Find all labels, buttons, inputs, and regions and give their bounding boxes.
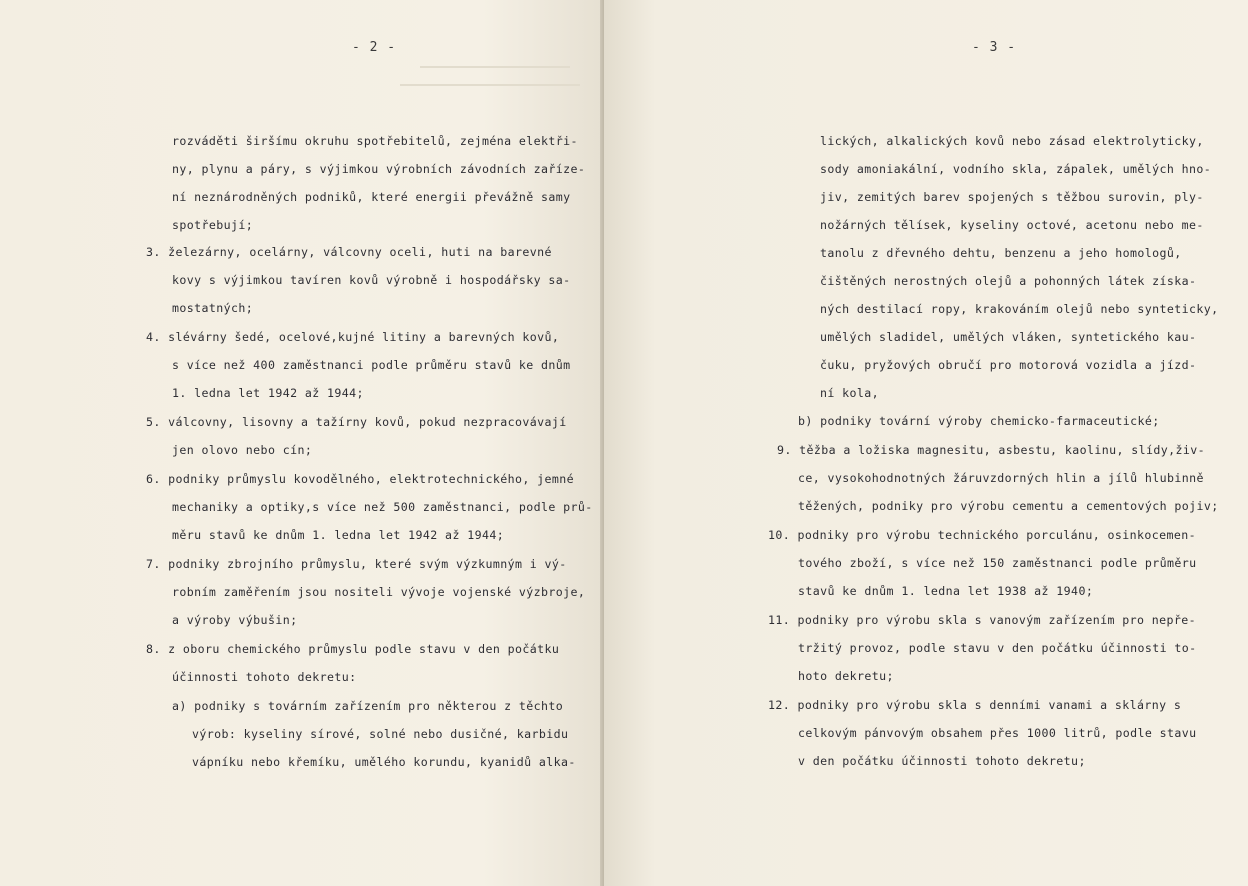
- text-line: těžených, podniky pro výrobu cementu a cementových pojiv;: [798, 499, 1219, 513]
- text-line: celkovým pánvovým obsahem přes 1000 litrů, podle stavu: [798, 726, 1197, 740]
- text-line: lických, alkalických kovů nebo zásad elektrolyticky,: [820, 134, 1204, 148]
- bleed-through: [420, 66, 570, 68]
- text-line: robním zaměřením jsou nositeli vývoje vojenské výzbroje,: [172, 585, 586, 599]
- text-line: vápníku nebo křemíku, umělého korundu, kyanidů alka-: [192, 755, 576, 769]
- page-number-left: - 2 -: [352, 40, 397, 55]
- text-line: 12. podniky pro výrobu skla s denními vanami a sklárny s: [768, 698, 1182, 712]
- text-line: tanolu z dřevného dehtu, benzenu a jeho homologů,: [820, 246, 1182, 260]
- text-line: čuku, pryžových obručí pro motorová vozidla a jízd-: [820, 358, 1197, 372]
- text-line: mechaniky a optiky,s více než 500 zaměstnanci, podle prů-: [172, 500, 593, 514]
- text-line: mostatných;: [172, 301, 254, 315]
- page-number-right: - 3 -: [972, 40, 1017, 55]
- text-line: účinnosti tohoto dekretu:: [172, 670, 357, 684]
- text-line: b) podniky tovární výroby chemicko-farmaceutické;: [798, 414, 1160, 428]
- text-line: 3. železárny, ocelárny, válcovny oceli, huti na barevné: [146, 245, 552, 259]
- text-line: hoto dekretu;: [798, 669, 894, 683]
- text-line: sody amoniakální, vodního skla, zápalek, umělých hno-: [820, 162, 1212, 176]
- text-line: stavů ke dnům 1. ledna let 1938 až 1940;: [798, 584, 1094, 598]
- left-page: [0, 0, 604, 886]
- text-line: 5. válcovny, lisovny a tažírny kovů, pokud nezpracovávají: [146, 415, 567, 429]
- text-line: rozváděti širšímu okruhu spotřebitelů, zejména elektři-: [172, 134, 578, 148]
- text-line: kovy s výjimkou tavíren kovů výrobně i hospodářsky sa-: [172, 273, 571, 287]
- text-line: 1. ledna let 1942 až 1944;: [172, 386, 364, 400]
- text-line: a výroby výbušin;: [172, 613, 298, 627]
- text-line: ní kola,: [820, 386, 880, 400]
- text-line: jen olovo nebo cín;: [172, 443, 313, 457]
- text-line: spotřebují;: [172, 218, 254, 232]
- text-line: a) podniky s továrním zařízením pro některou z těchto: [172, 699, 564, 713]
- right-page: [604, 0, 1248, 886]
- text-line: ní neznárodněných podniků, které energii převážně samy: [172, 190, 571, 204]
- text-line: ných destilací ropy, krakováním olejů nebo synteticky,: [820, 302, 1219, 316]
- bleed-through: [400, 84, 580, 86]
- text-line: jiv, zemitých barev spojených s těžbou surovin, ply-: [820, 190, 1204, 204]
- text-line: ny, plynu a páry, s výjimkou výrobních závodních zaříze-: [172, 162, 586, 176]
- text-line: tového zboží, s více než 150 zaměstnanci podle průměru: [798, 556, 1197, 570]
- text-line: 11. podniky pro výrobu skla s vanovým zařízením pro nepře-: [768, 613, 1197, 627]
- text-line: 7. podniky zbrojního průmyslu, které svým výzkumným i vý-: [146, 557, 567, 571]
- text-line: 9. těžba a ložiska magnesitu, asbestu, kaolinu, slídy,živ-: [777, 443, 1206, 457]
- text-line: 8. z oboru chemického průmyslu podle stavu v den počátku: [146, 642, 560, 656]
- text-line: tržitý provoz, podle stavu v den počátku účinnosti to-: [798, 641, 1197, 655]
- text-line: s více než 400 zaměstnanci podle průměru stavů ke dnům: [172, 358, 571, 372]
- text-line: 4. slévárny šedé, ocelové,kujné litiny a barevných kovů,: [146, 330, 560, 344]
- text-line: v den počátku účinnosti tohoto dekretu;: [798, 754, 1086, 768]
- text-line: umělých sladidel, umělých vláken, syntetického kau-: [820, 330, 1197, 344]
- text-line: výrob: kyseliny sírové, solné nebo dusičné, karbidu: [192, 727, 569, 741]
- text-line: 10. podniky pro výrobu technického porculánu, osinkocemen-: [768, 528, 1197, 542]
- text-line: měru stavů ke dnům 1. ledna let 1942 až 1944;: [172, 528, 505, 542]
- text-line: nožárných tělísek, kyseliny octové, acetonu nebo me-: [820, 218, 1204, 232]
- text-line: ce, vysokohodnotných žáruvzdorných hlin a jílů hlubinně: [798, 471, 1204, 485]
- text-line: čištěných nerostných olejů a pohonných látek získa-: [820, 274, 1197, 288]
- text-line: 6. podniky průmyslu kovodělného, elektrotechnického, jemné: [146, 472, 575, 486]
